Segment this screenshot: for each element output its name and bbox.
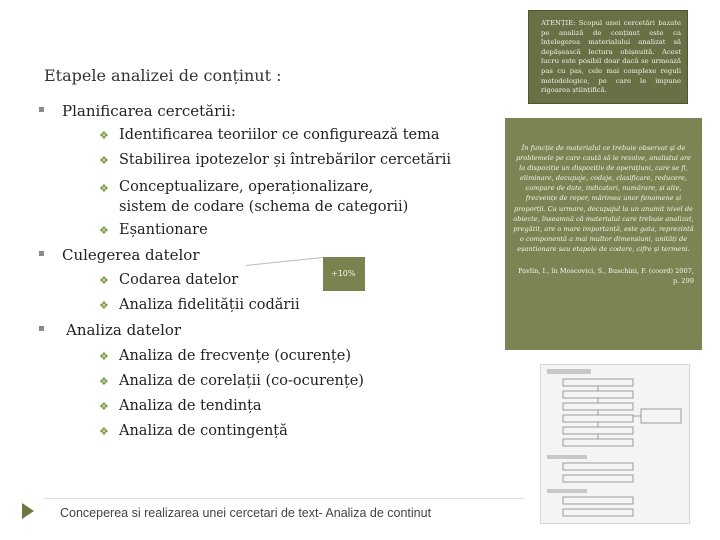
list-item-label: Analiza de contingență [119,423,288,439]
diamond-bullet-icon: ❖ [99,154,109,167]
section-collection [38,246,200,264]
diamond-bullet-icon: ❖ [99,425,109,438]
list-item-label: Codarea datelor [119,272,239,288]
footer-text: Conceperea si realizarea unei cercetari de text- Analiza de continut [60,506,432,520]
list-item [99,348,351,364]
connector-line [246,257,323,266]
diamond-bullet-icon: ❖ [99,182,109,195]
list-item-label: Eșantionare [119,222,208,238]
section-collection-label: Culegerea datelor [62,246,200,264]
list-item-label: Identificarea teoriilor ce configurează tema [119,127,440,143]
badge-label: +10% [331,269,356,278]
list-item [99,272,239,288]
list-item [99,373,364,389]
section-analysis-label: Analiza datelor [66,321,182,339]
section-planning-label: Planificarea cercetării: [62,102,236,120]
quote-text: În funcție de materialul ce trebuie observat și de problemele pe care caută să le rezolve, analistul are la dispoziție un dispozitiv de operațiuni, care se fi, eliminare, decupaje, codaje, clasificare, reducere, compare de date, indicatori, numărare, și alte, frecvențe de reper, mărimea unor fenomene și proporții. Ca urmare, decupajul la un anumit nivel de obiecte, înseamnă că materialul care trebuie analizat, pregătit, are o mare importanță, este gata, reprezintă o componentă a mai multor dimensiuni, unități de eșantionare sau etapele de codare, cifre și termeni. [513,144,694,253]
flowchart-graphic [541,365,689,523]
diamond-bullet-icon: ❖ [99,274,109,287]
slide-title: Etapele analizei de conținut : [44,66,282,85]
diamond-bullet-icon: ❖ [99,400,109,413]
play-triangle-icon[interactable] [22,503,34,519]
attention-text: ATENȚIE: Scopul unei cercetări bazate pe analiză de conținut este ca înțelegerea materialului analizat să depășească lectura obișnuită. Acest lucru este posibil doar dacă se urmează pas cu pas, cele mai complexe reguli metodologice, pe care le impune rigoarea științifică. [541,19,681,95]
section-marker-icon: ▪ [38,323,45,334]
list-item [99,222,208,238]
section-marker-icon: ▪ [38,104,45,115]
flowchart-image [540,364,690,524]
diamond-bullet-icon: ❖ [99,224,109,237]
list-item [99,177,409,217]
percent-badge [323,257,365,291]
diamond-bullet-icon: ❖ [99,129,109,142]
list-item [99,398,262,414]
list-item-label: Analiza de tendința [119,398,262,414]
diamond-bullet-icon: ❖ [99,299,109,312]
attention-box [528,10,688,104]
list-item [99,127,440,143]
list-item-label: Conceptualizare, operaționalizare, sistem de codare (schema de categorii) [119,179,409,215]
citation: Pavlin, I., în Moscovici, S., Buschini, F. (coord) 2007, p. 299 [518,267,694,286]
list-item-label: Analiza fidelității codării [119,297,300,313]
list-item [99,423,288,439]
list-item [99,152,451,168]
list-item [99,297,300,313]
section-planning [38,102,236,120]
section-marker-icon: ▪ [38,248,45,259]
quote-box [505,118,702,350]
list-item-label: Analiza de corelații (co-ocurențe) [119,373,364,389]
list-item-label: Stabilirea ipotezelor și întrebărilor cercetării [119,152,451,168]
diamond-bullet-icon: ❖ [99,375,109,388]
footer-divider [44,498,524,499]
list-item-label: Analiza de frecvențe (ocurențe) [119,348,351,364]
section-analysis [38,321,182,339]
diamond-bullet-icon: ❖ [99,350,109,363]
